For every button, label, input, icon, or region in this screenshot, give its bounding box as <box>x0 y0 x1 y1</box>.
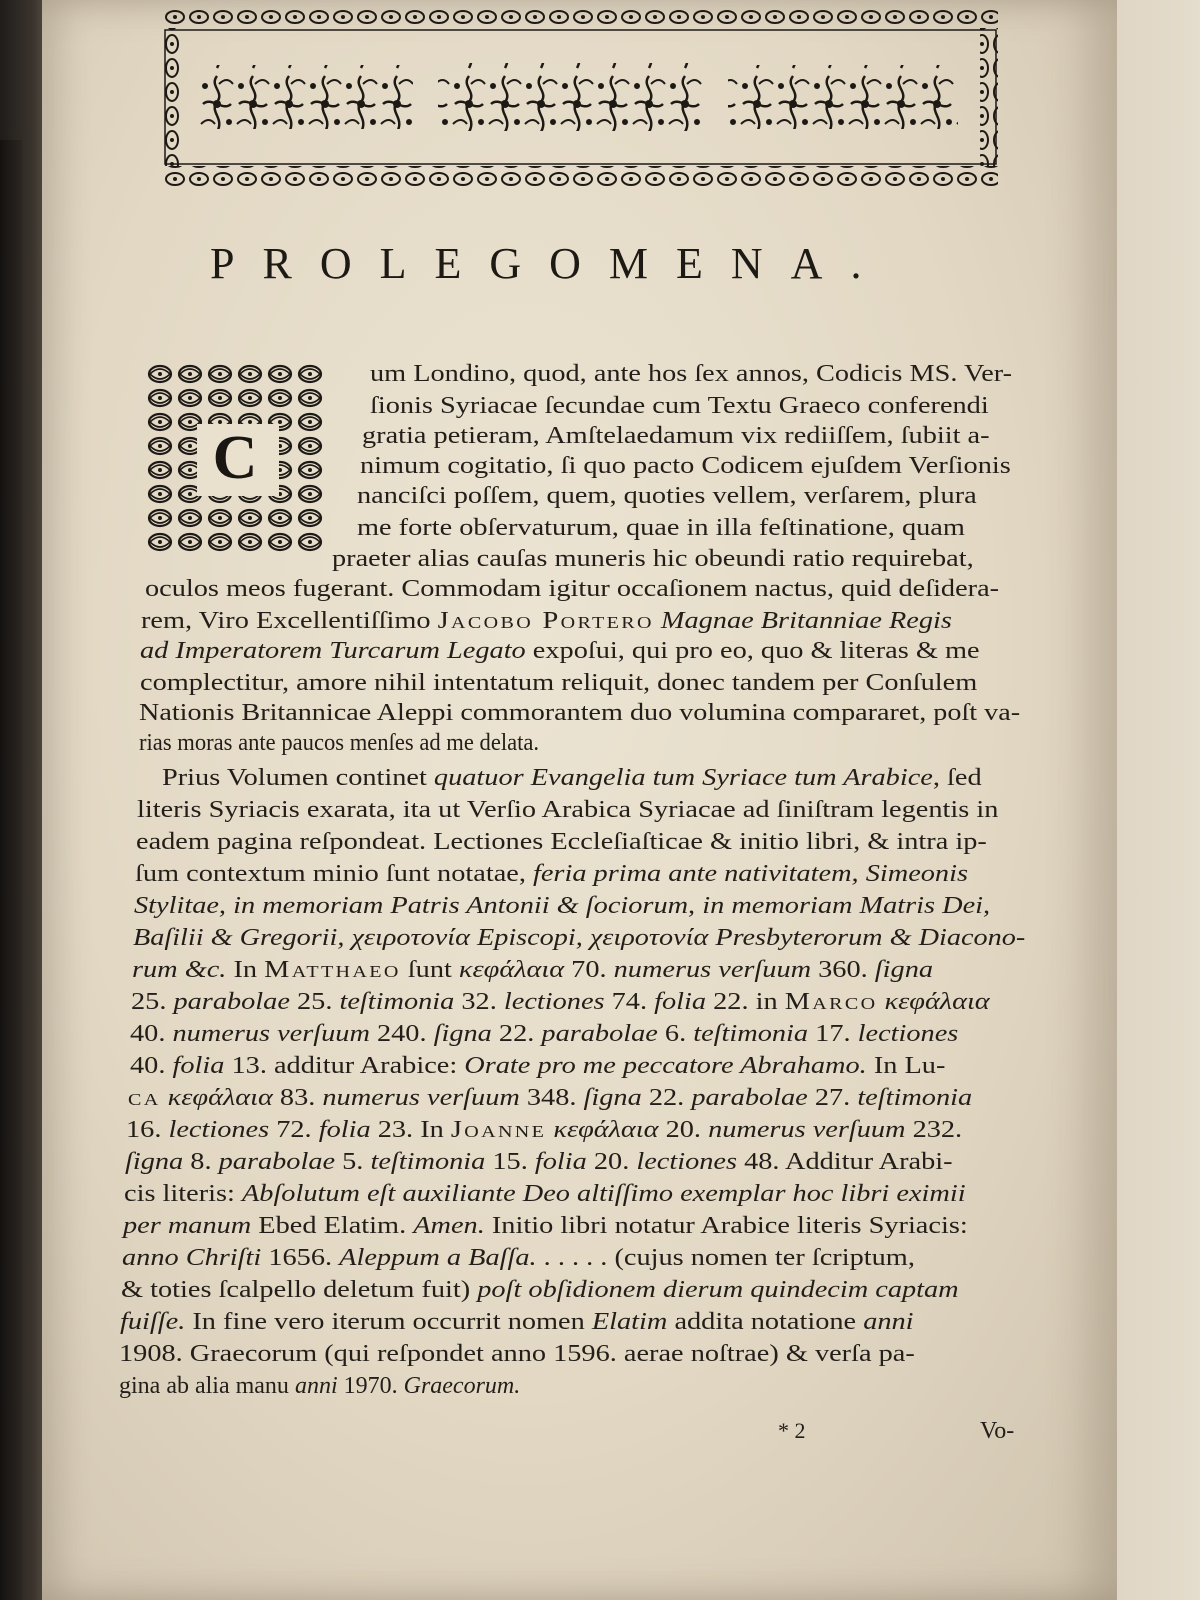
roman-text: ſunt <box>400 957 459 983</box>
italic-text: parabolae <box>691 1085 808 1111</box>
italic-text: folia <box>172 1053 225 1079</box>
roman-text: & toties ſcalpello deletum fuit) <box>121 1277 478 1303</box>
roman-text: 83. <box>272 1085 323 1111</box>
italic-text: κεφάλαια <box>553 1117 659 1143</box>
text-line <box>332 543 974 575</box>
text-line <box>357 512 965 544</box>
roman-text: In fine vero iterum occurrit nomen <box>185 1309 592 1335</box>
italic-text: lectiones <box>168 1117 270 1143</box>
text-line <box>119 1338 915 1370</box>
italic-text: Orate pro me peccatore Abrahamo. <box>464 1053 867 1079</box>
italic-text: lectiones <box>857 1021 959 1047</box>
text-line <box>362 420 990 452</box>
roman-text: eadem pagina reſpondeat. Lectiones Eccleſiaſticae & initio libri, & intra ip- <box>136 829 987 855</box>
italic-text: κεφάλαια <box>458 957 565 983</box>
roman-text: ſionis Syriacae ſecundae cum Textu Graeco conferendi <box>370 393 989 419</box>
roman-text: 22. <box>491 1021 542 1047</box>
italic-text: fuiſſe. <box>120 1309 186 1335</box>
roman-text: 22. <box>641 1085 692 1111</box>
italic-text: Elatim <box>591 1309 668 1335</box>
italic-text: numerus verſuum <box>322 1085 520 1111</box>
ornamental-headpiece <box>163 8 998 186</box>
italic-text: Magnae Britanniae Regis <box>660 608 952 634</box>
roman-text: 360. <box>811 957 875 983</box>
roman-text: um Londino, quod, ante hos ſex annos, Codicis MS. Ver- <box>370 361 1013 387</box>
roman-text: 27. <box>807 1085 858 1111</box>
text-line <box>145 573 999 605</box>
italic-text: anni <box>294 1373 338 1399</box>
roman-text: 1970. <box>337 1373 404 1399</box>
italic-text: teſtimonia <box>370 1149 486 1175</box>
text-line <box>140 635 980 667</box>
roman-text: 20. <box>586 1149 637 1175</box>
roman-text: Initio libri notatur Arabice literis Syriacis: <box>484 1213 968 1239</box>
roman-text: me forte obſervaturum, quae in illa feſtinatione, quam <box>357 515 965 541</box>
italic-text: feria prima ante nativitatem, Simeonis <box>532 861 968 887</box>
text-line <box>131 986 990 1018</box>
text-line <box>360 450 1011 482</box>
italic-text: ad Imperatorem Turcarum Legato <box>140 638 526 664</box>
italic-text: Aleppum a Baſſa. <box>339 1245 537 1271</box>
text-line <box>133 922 1025 954</box>
text-line <box>137 794 998 826</box>
roman-text: 8. <box>183 1149 219 1175</box>
roman-text <box>654 608 661 634</box>
text-line <box>126 1114 962 1146</box>
italic-text: teſtimonia <box>857 1085 973 1111</box>
roman-text: . . . . . (cujus nomen ter ſcriptum, <box>536 1245 915 1271</box>
italic-text: Stylitae, in memoriam Patris Antonii & ſociorum, in memoriam Matris Dei, <box>134 893 991 919</box>
italic-text: teſtimonia <box>339 989 455 1015</box>
small-caps-name: Joanne <box>450 1117 547 1143</box>
roman-text: Ebed Elatim. <box>251 1213 414 1239</box>
italic-text: κεφάλαια <box>167 1085 273 1111</box>
italic-text: numerus verſuum <box>613 957 812 983</box>
roman-text: complectitur, amore nihil intentatum reliquit, donec tandem per Conſulem <box>140 670 978 696</box>
drop-cap-letter: C <box>212 423 258 492</box>
text-line <box>139 727 539 759</box>
small-caps-name: Jacobo Portero <box>437 608 654 634</box>
roman-text: rias moras ante paucos menſes ad me delata. <box>139 730 540 756</box>
roman-text: praeter alias cauſas muneris hic obeundi ratio requirebat, <box>332 546 974 572</box>
text-line <box>130 1050 945 1082</box>
roman-text: ſum contextum minio ſunt notatae, <box>135 861 533 887</box>
roman-text: 25. <box>131 989 174 1015</box>
roman-text: In Lu- <box>866 1053 946 1079</box>
roman-text: Prius Volumen continet <box>162 765 434 791</box>
small-caps-name: ca <box>128 1085 161 1111</box>
italic-text: parabolae <box>541 1021 658 1047</box>
binding-shadow <box>0 140 22 1600</box>
italic-text: ſigna <box>433 1021 492 1047</box>
italic-text: anno Chriſti <box>122 1245 262 1271</box>
roman-text: gratia petieram, Amſtelaedamum vix rediiſſem, ſubiit a- <box>362 423 990 449</box>
text-line <box>122 1242 915 1274</box>
italic-text: parabolae <box>218 1149 336 1175</box>
roman-text: addita notatione <box>667 1309 864 1335</box>
roman-text: , ſed <box>932 765 982 791</box>
roman-text: 72. <box>269 1117 319 1143</box>
decorated-initial <box>145 362 325 554</box>
italic-text: κεφάλαια <box>884 989 990 1015</box>
roman-text <box>161 1085 168 1111</box>
text-line <box>124 1178 966 1210</box>
roman-text: expoſui, qui pro eo, quo & literas & me <box>525 638 980 664</box>
text-line <box>120 1306 914 1338</box>
roman-text: nanciſci poſſem, quem, quoties vellem, verſarem, plura <box>357 483 977 509</box>
italic-text: lectiones <box>503 989 605 1015</box>
roman-text: oculos meos fugerant. Commodam igitur occaſionem nactus, quid deſidera- <box>145 576 1000 602</box>
text-line <box>119 1370 520 1402</box>
text-line <box>140 667 977 699</box>
italic-text: rum &c. <box>132 957 227 983</box>
roman-text: Nationis Britannicae Aleppi commorantem duo volumina compararet, poſt va- <box>139 700 1021 726</box>
small-caps-name: Matthaeo <box>264 957 401 983</box>
roman-text: In <box>226 957 265 983</box>
roman-text <box>877 989 884 1015</box>
roman-text: 23. In <box>370 1117 451 1143</box>
italic-text: numerus verſuum <box>708 1117 906 1143</box>
italic-text: folia <box>534 1149 587 1175</box>
italic-text: Amen. <box>413 1213 485 1239</box>
roman-text: 40. <box>130 1021 173 1047</box>
italic-text: teſtimonia <box>693 1021 809 1047</box>
roman-text: 70. <box>564 957 614 983</box>
italic-text: folia <box>318 1117 371 1143</box>
roman-text: 20. <box>658 1117 709 1143</box>
text-line <box>128 1082 972 1114</box>
text-line <box>125 1146 953 1178</box>
italic-text: per manum <box>123 1213 252 1239</box>
italic-text: parabolae <box>173 989 290 1015</box>
small-caps-name: Marco <box>784 989 878 1015</box>
text-line <box>123 1210 968 1242</box>
text-line <box>130 1018 958 1050</box>
roman-text: nimum cogitatio, ſi quo pacto Codicem ejuſdem Verſionis <box>360 453 1011 479</box>
text-line <box>135 858 968 890</box>
roman-text: 1656. <box>261 1245 340 1271</box>
roman-text: 1908. Graecorum (qui reſpondet anno 1596. aerae noſtrae) & verſa pa- <box>119 1341 915 1367</box>
italic-text: ſigna <box>583 1085 642 1111</box>
text-line <box>139 697 1020 729</box>
italic-text: quatuor Evangelia tum Syriace tum Arabice <box>433 765 933 791</box>
text-line <box>357 480 977 512</box>
italic-text: anni <box>863 1309 914 1335</box>
roman-text: 17. <box>808 1021 858 1047</box>
roman-text: 25. <box>289 989 340 1015</box>
roman-text: 13. additur Arabice: <box>224 1053 465 1079</box>
roman-text: 15. <box>485 1149 535 1175</box>
roman-text: 32. <box>454 989 504 1015</box>
page-title: PROLEGOMENA. <box>210 239 890 288</box>
italic-text: folia <box>654 989 707 1015</box>
text-line <box>136 826 987 858</box>
roman-text: 6. <box>657 1021 694 1047</box>
roman-text: cis literis: <box>124 1181 242 1207</box>
text-line <box>162 762 982 794</box>
catchword: Vo- <box>980 1418 1015 1444</box>
roman-text: 16. <box>126 1117 169 1143</box>
roman-text: rem, Viro Excellentiſſimo <box>141 608 438 634</box>
text-line <box>121 1274 959 1306</box>
roman-text: 232. <box>905 1117 963 1143</box>
italic-text: lectiones <box>636 1149 738 1175</box>
text-line <box>370 390 989 422</box>
text-line <box>134 890 990 922</box>
italic-text: Baſilii & Gregorii, χειροτονία Episcopi, χειροτονία Presbyterorum & Diacono- <box>133 925 1026 951</box>
italic-text: Graecorum. <box>403 1373 521 1399</box>
italic-text: ſigna <box>125 1149 184 1175</box>
roman-text: 40. <box>130 1053 173 1079</box>
italic-text: poſt obſidionem dierum quindecim captam <box>477 1277 959 1303</box>
roman-text: 48. Additur Arabi- <box>737 1149 953 1175</box>
roman-text: 240. <box>369 1021 434 1047</box>
roman-text: literis Syriacis exarata, ita ut Verſio Arabica Syriacae ad ſiniſtram legentis in <box>137 797 999 823</box>
roman-text: 74. <box>604 989 655 1015</box>
signature-mark: * 2 <box>778 1418 806 1443</box>
italic-text: numerus verſuum <box>172 1021 370 1047</box>
roman-text: gina ab alia manu <box>119 1373 295 1399</box>
roman-text: 5. <box>335 1149 371 1175</box>
text-line <box>370 358 1012 390</box>
roman-text: 22. in <box>706 989 785 1015</box>
text-line <box>141 605 952 637</box>
text-line <box>132 954 933 986</box>
roman-text: 348. <box>519 1085 584 1111</box>
italic-text: Abſolutum eſt auxiliante Deo altiſſimo exemplar hoc libri eximii <box>241 1181 966 1207</box>
italic-text: ſigna <box>874 957 934 983</box>
